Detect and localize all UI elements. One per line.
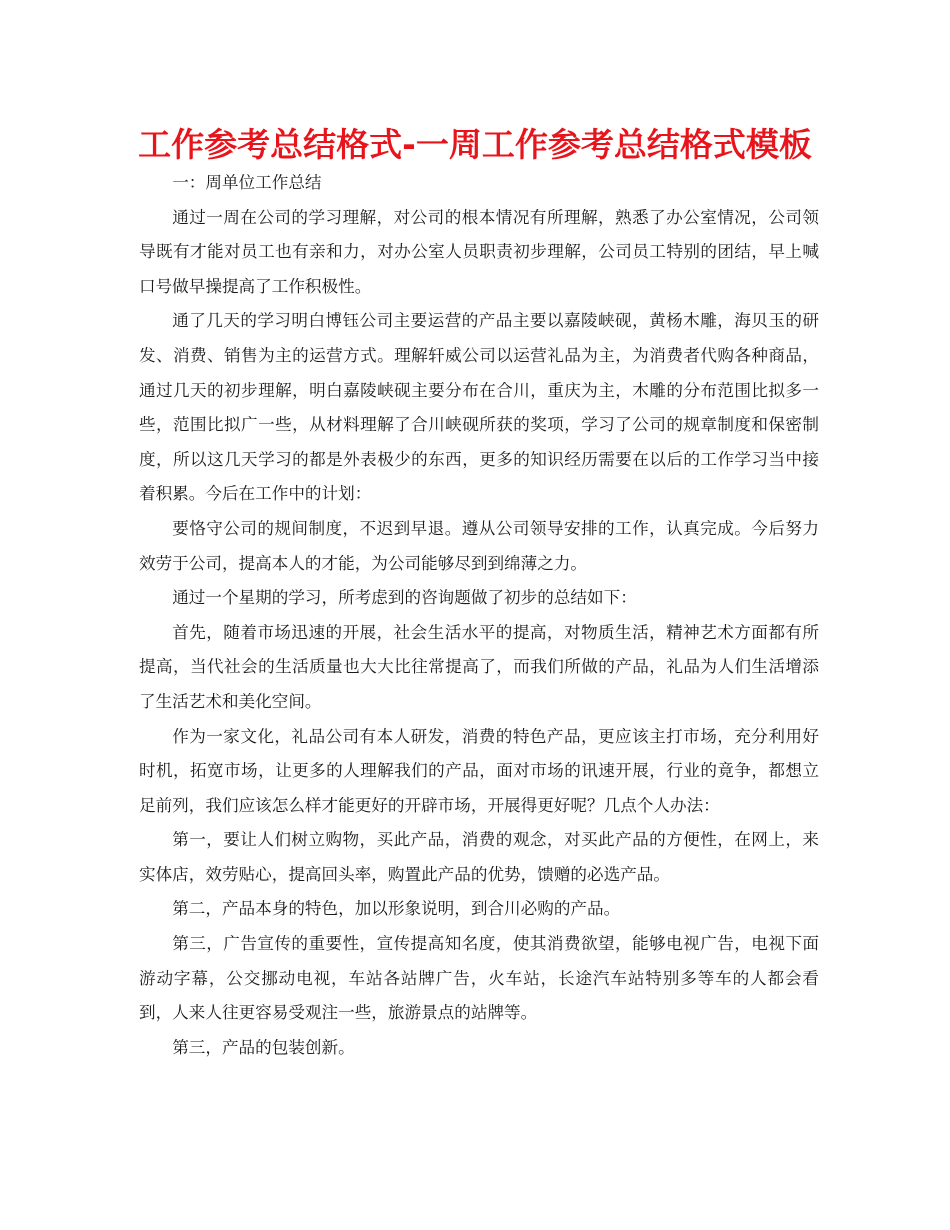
paragraph: 第三，广告宣传的重要性，宣传提高知名度，使其消费欲望，能够电视广告，电视下面游动字幕，公交挪动电视，车站各站牌广告，火车站，长途汽车站特别多等车的人都会看到，人来人往更容易受观注一些，旅游景点的站牌等。 [139,934,819,1023]
paragraph-heading: 一：周单位工作总结 [172,173,322,192]
paragraph: 要恪守公司的规间制度，不迟到早退。遵从公司领导安排的工作，认真完成。今后努力效劳于公司，提高本人的才能，为公司能够尽到到绵薄之力。 [139,518,819,573]
paragraph: 首先，随着市场迅速的开展，社会生活水平的提高，对物质生活，精神艺术方面都有所提高，当代社会的生活质量也大大比往常提高了，而我们所做的产品，礼品为人们生活增添了生活艺术和美化空间。 [139,622,819,711]
paragraph: 第一，要让人们树立购物，买此产品，消费的观念，对买此产品的方便性，在网上，来实体店，效劳贴心，提高回头率，购置此产品的优势，馈赠的必选产品。 [139,830,819,884]
document-title: 工作参考总结格式-一周工作参考总结格式模板 [138,125,812,164]
paragraph: 第二，产品本身的特色，加以形象说明，到合川必购的产品。 [172,899,621,919]
paragraph: 作为一家文化，礼品公司有本人研发，消费的特色产品，更应该主打市场，充分利用好时机，拓宽市场，让更多的人理解我们的产品，面对市场的讯速开展，行业的竟争，都想立足前列，我们应该怎么样才能更好的开辟市场，开展得更好呢？几点个人办法： [139,726,819,815]
paragraph: 通过一周在公司的学习理解，对公司的根本情况有所理解，熟悉了办公室情况，公司领导既有才能对员工也有亲和力，对办公室人员职责初步理解，公司员工特别的团结，早上喊口号做早操提高了工作积极性。 [139,207,819,296]
paragraph: 通过一个星期的学习，所考虑到的咨询题做了初步的总结如下： [172,588,637,608]
document-body [139,166,819,1065]
paragraph: 第三，产品的包装创新。 [172,1037,355,1057]
paragraph: 通了几天的学习明白博钰公司主要运营的产品主要以嘉陵峡砚，黄杨木雕，海贝玉的研发、消费、销售为主的运营方式。理解轩威公司以运营礼品为主，为消费者代购各种商品，通过几天的初步理解，明白嘉陵峡砚主要分布在合川，重庆为主，木雕的分布范围比拟多一些，范围比拟广一些，从材料理解了合川峡砚所获的奖项，学习了公司的规章制度和保密制度，所以这几天学习的都是外表极少的东西，更多的知识经历需要在以后的工作学习当中接着积累。今后在工作中的计划： [139,311,819,504]
